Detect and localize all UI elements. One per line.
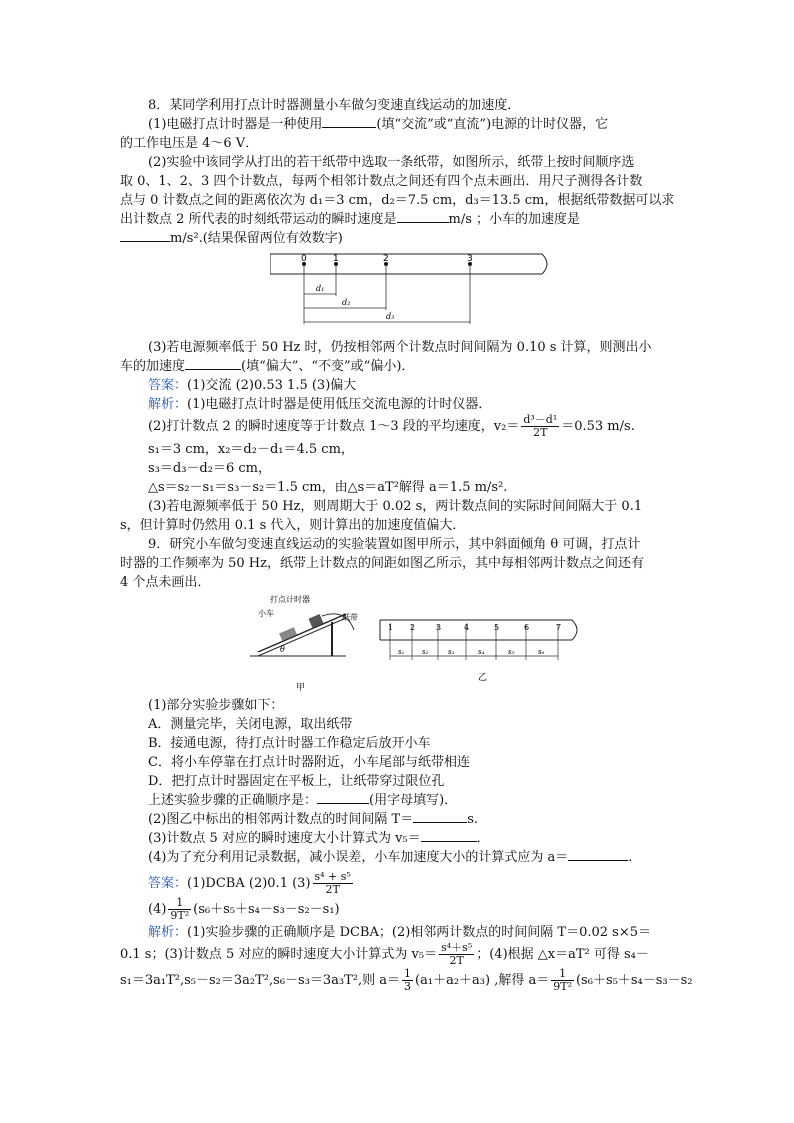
answer-blank[interactable] <box>322 115 376 128</box>
q9-step-d: D．把打点计时器固定在平板上，让纸带穿过限位孔 <box>148 774 445 789</box>
fraction: $\frac{\text{d³－d¹}}{2T}$ <box>523 413 558 439</box>
q9-stem: 9．研究小车做匀变速直线运动的实验装置如图甲所示，其中斜面倾角 θ 可调，打点计 <box>148 537 641 552</box>
tape-diagram <box>380 620 577 683</box>
fraction: $\frac{1}{\text{9T²}}$ <box>170 896 190 922</box>
q9-answer: 答案：(1)DCBA (2)0.1 (3) $\frac{\text{s⁴ + s⁵}}{2T}$ <box>148 870 351 896</box>
q9-part3: (3)计数点 5 对应的瞬时速度大小计算式为 v₅＝ ． <box>148 831 490 846</box>
fraction: $\frac{\text{s⁴＋s⁵}}{2T}$ <box>441 941 473 967</box>
answer-blank[interactable] <box>397 210 449 223</box>
answer-blank[interactable] <box>120 229 170 242</box>
cart-label: 小车 <box>258 609 274 618</box>
timer-shape <box>309 614 324 628</box>
s2-label: s₂ <box>422 648 429 656</box>
fraction: $\frac{1}{\text{9T²}}$ <box>553 967 572 993</box>
fraction: $\frac{1}{3}$ <box>404 967 412 993</box>
q8-part2-line5: m/s².(结果保留两位有效数字) <box>120 229 680 248</box>
q8-part2-line3: 点与 0 计数点之间的距离依次为 d₁＝3 cm，d₂＝7.5 cm，d₃＝13.5 cm，根据纸带数据可以求 <box>120 193 675 208</box>
q9-solution: 解析：(1)实验步骤的正确顺序是 DCBA；(2)相邻两计数点的时间间隔 T＝0.02 s×5＝ <box>148 925 652 940</box>
q8-part2-line2: 取 0、1、2、3 四个计数点，每两个相邻计数点之间还有四个点未画出．用尺子测得各计数 <box>120 174 643 189</box>
answer-blank[interactable] <box>413 810 467 823</box>
answer-blank[interactable] <box>185 357 241 370</box>
tape-num-7: 7 <box>556 623 562 632</box>
fig-jia: 甲 <box>296 683 306 693</box>
d3-label: d₃ <box>386 312 395 321</box>
document-page <box>120 96 693 994</box>
tape-label-3: 3 <box>467 254 473 264</box>
q9-steps-intro: (1)部分实验步骤如下： <box>148 698 284 713</box>
s5-label: s₅ <box>508 648 515 656</box>
s1-label: s₁ <box>398 648 405 656</box>
tape-label-0: 0 <box>301 254 307 264</box>
fraction: $\frac{\text{s⁴ + s⁵}}{2T}$ <box>314 870 351 896</box>
q9-answer-4: (4) $\frac{1}{\text{9T²}}$ (s₆＋s₅＋s₄－s₃－s₂－s₁) <box>148 896 340 922</box>
tape-num-2: 2 <box>410 623 416 632</box>
tape-label: 纸带 <box>342 613 358 622</box>
s3-label: s₃ <box>448 648 455 656</box>
d1-label: d₁ <box>316 284 325 293</box>
tape-num-4: 4 <box>464 623 470 632</box>
s6-label: s₆ <box>538 648 545 656</box>
theta-label: θ <box>280 645 285 654</box>
q8-part1-cont: 的工作电压是 4～6 V． <box>120 136 259 151</box>
s4-label: s₄ <box>478 648 485 656</box>
q8-part3: (3)若电源频率低于 50 Hz 时，仍按相邻两个计数点时间间隔为 0.10 s 计算，则测出小 <box>148 340 652 355</box>
q8-answer: 答案：(1)交流 (2)0.53 1.5 (3)偏大 <box>148 378 357 393</box>
q9-step-c: C．将小车停靠在打点计时器附近，小车尾部与纸带相连 <box>148 755 470 770</box>
answer-blank[interactable] <box>317 791 369 804</box>
q9-step-b: B．接通电源，待打点计时器工作稳定后放开小车 <box>148 736 431 751</box>
incline-diagram <box>250 594 358 693</box>
q8-part1: (1)电磁打点计时器是一种使用 (填“交流”或“直流”)电源的计时仪器，它 <box>148 117 609 132</box>
tape-outline <box>270 254 547 274</box>
q8-stem: 8．某同学利用打点计时器测量小车做匀变速直线运动的加速度． <box>148 98 521 113</box>
tape-label-1: 1 <box>333 254 339 264</box>
answer-blank[interactable] <box>421 829 477 842</box>
q8-solution-3: s₁＝3 cm，x₂＝d₂－d₁＝4.5 cm， <box>148 442 354 457</box>
d2-label: d₂ <box>342 298 351 307</box>
q9-order: 上述实验步骤的正确顺序是： (用字母填写)． <box>148 793 458 808</box>
q8-solution-6: (3)若电源频率低于 50 Hz，则周期大于 0.02 s，两计数点间的实际时间间隔大于 0.1 <box>148 499 643 514</box>
q8-solution-7: s，但计算时仍然用 0.1 s 代入，则计算出的加速度值偏大． <box>120 518 466 533</box>
tape-label-2: 2 <box>383 254 389 264</box>
q9-part2: (2)图乙中标出的相邻两计数点的时间间隔 T＝ s. <box>148 812 479 827</box>
q9-stem-2: 时器的工作频率为 50 Hz，纸带上计数点的间距如图乙所示，其中每相邻两计数点之间还有 <box>120 556 644 571</box>
q9-solution-2: 0.1 s；(3)计数点 5 对应的瞬时速度大小计算式为 v₅＝ $\frac{\text{s⁴＋s⁵}}{2T}$ ；(4)根据 △x＝aT² 可得 s₄－ <box>120 941 649 967</box>
q8-solution-5: △s＝s₂－s₁＝s₃－s₂＝1.5 cm，由△s＝aT²解得 a＝1.5 m/s². <box>148 480 508 495</box>
q8-solution-4: s₃＝d₃－d₂＝6 cm， <box>148 461 271 476</box>
tape-num-3: 3 <box>436 623 442 632</box>
tape-num-6: 6 <box>524 623 530 632</box>
q8-paper-tape-figure <box>270 250 710 336</box>
q8-solution: 解析：(1)电磁打点计时器是使用低压交流电源的计时仪器． <box>148 397 492 412</box>
q9-solution-3: s₁＝3a₁T²,s₅－s₂＝3a₂T²,s₆－s₃＝3a₃T²,则 a＝ $\frac{1}{3}$ (a₁＋a₂＋a₃) ,解得 a＝ $\frac{1}{\text{9T²}}$ (s₆＋s₅＋s₄－s₃－s₂ <box>120 967 693 993</box>
q9-part4: (4)为了充分利用记录数据，减小误差，小车加速度大小的计算式应为 a＝ ． <box>148 850 642 865</box>
tape-num-1: 1 <box>388 623 394 632</box>
q9-step-a: A．测量完毕，关闭电源，取出纸带 <box>148 717 353 732</box>
q9-apparatus-figure <box>250 594 690 694</box>
q8-part2-line4: 出计数点 2 所代表的时刻纸带运动的瞬时速度是 m/s ；小车的加速度是 <box>120 212 581 227</box>
tape-num-5: 5 <box>494 623 500 632</box>
answer-blank[interactable] <box>568 848 628 861</box>
q8-solution-2: (2)打计数点 2 的瞬时速度等于计数点 1～3 段的平均速度，v₂＝ $\frac{\text{d³－d¹}}{2T}$ ＝0.53 m/s. <box>148 413 635 439</box>
q8-part2: (2)实验中该同学从打出的若干纸带中选取一条纸带，如图所示，纸带上按时间顺序选 <box>148 155 635 170</box>
q9-stem-3: 4 个点未画出． <box>120 575 211 590</box>
fig-yi: 乙 <box>478 673 488 683</box>
timer-label: 打点计时器 <box>270 595 310 604</box>
q8-part3-line2: 车的加速度 (填“偏大”、“不变”或“偏小)． <box>120 359 415 374</box>
